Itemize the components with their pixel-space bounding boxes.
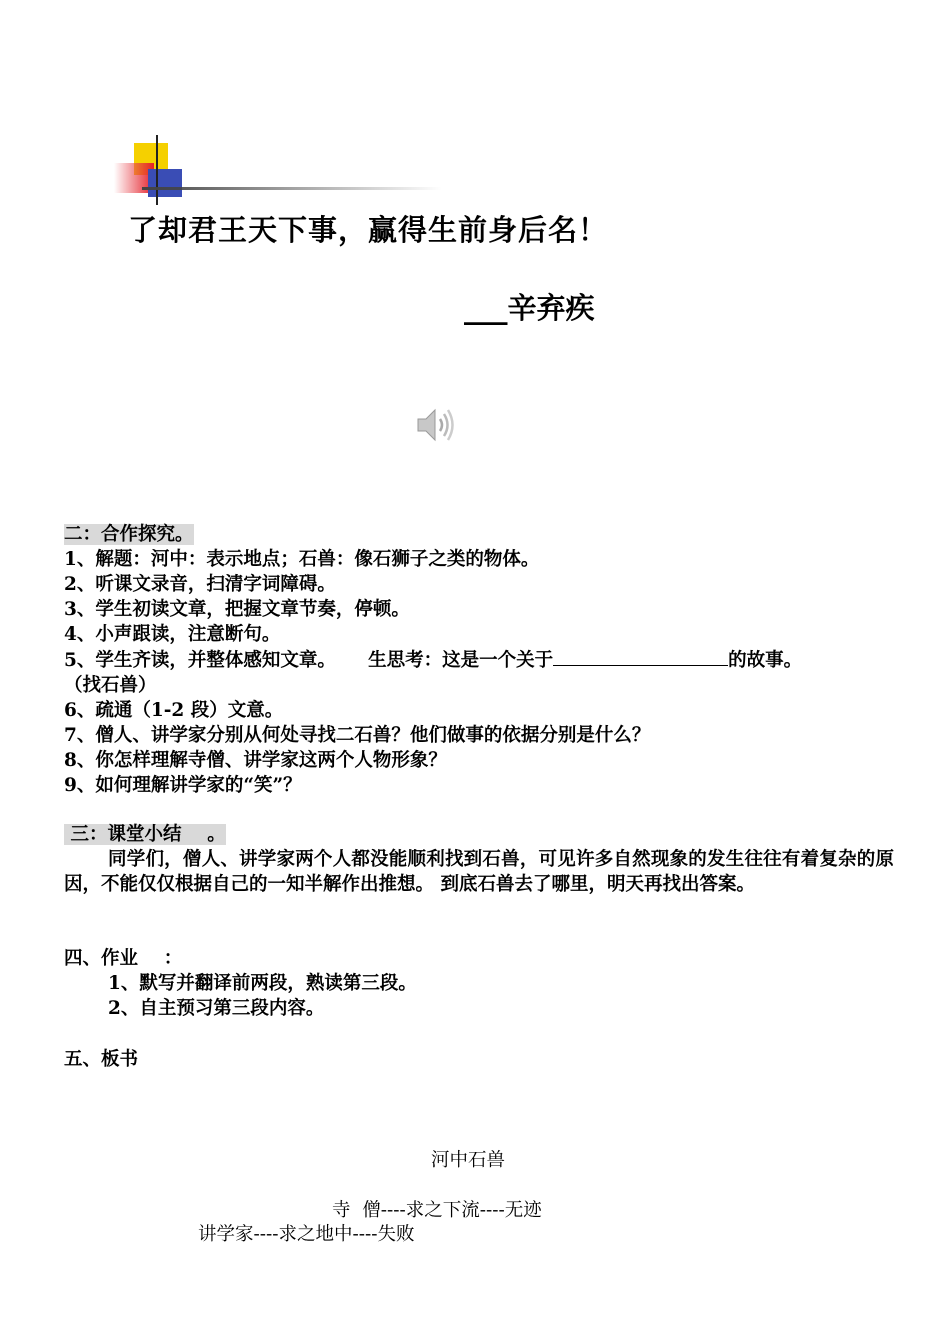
slide-decoration <box>112 135 442 210</box>
section2-heading: 二：合作探究。 <box>64 524 194 545</box>
list-item: 3、学生初读文章，把握文章节奏，停顿。 <box>64 599 410 620</box>
list-item-5 <box>64 647 894 673</box>
slide-author: ___辛弃疾 <box>464 291 595 325</box>
list-item: 6、疏通（1-2 段）文意。 <box>64 700 284 721</box>
section-summary <box>64 822 894 897</box>
list-item: 2、自主预习第三段内容。 <box>108 998 325 1019</box>
section3-heading: 三：课堂小结 。 <box>64 824 226 845</box>
section-board <box>64 1047 894 1072</box>
section-homework <box>64 946 894 1021</box>
item5-answer: （找石兽） <box>64 675 157 696</box>
horizontal-line <box>142 187 442 190</box>
section5-heading: 五、板书 <box>64 1049 139 1070</box>
section-cooperative-inquiry <box>64 522 894 798</box>
vertical-line <box>156 135 158 205</box>
board-title: 河中石兽 <box>431 1150 506 1171</box>
blue-square <box>148 169 182 197</box>
fill-blank <box>553 647 728 666</box>
speaker-icon[interactable] <box>415 405 457 445</box>
section4-heading: 四、作业 ： <box>64 948 183 969</box>
slide-quote: 了却君王天下事，赢得生前身后名！ <box>128 213 609 247</box>
item5-suffix: 的故事。 <box>728 650 803 671</box>
board-line-1: 寺 僧----求之下流----无迹 <box>332 1200 542 1221</box>
summary-paragraph: 同学们，僧人、讲学家两个人都没能顺利找到石兽，可见许多自然现象的发生往往有着复杂的原因，不能仅仅根据自己的一知半解作出推想。 到底石兽去了哪里，明天再找出答案。 <box>64 849 894 895</box>
list-item: 1、解题：河中：表示地点；石兽：像石狮子之类的物体。 <box>64 549 540 570</box>
list-item: 8、你怎样理解寺僧、讲学家这两个人物形象？ <box>64 750 447 771</box>
item5-text: 5、学生齐读，并整体感知文章。 生思考：这是一个关于 <box>64 650 554 671</box>
list-item: 1、默写并翻译前两段，熟读第三段。 <box>108 973 417 994</box>
list-item: 9、如何理解讲学家的“笑”？ <box>64 775 302 796</box>
list-item: 2、听课文录音，扫清字词障碍。 <box>64 574 336 595</box>
list-item: 7、僧人、讲学家分别从何处寻找二石兽？他们做事的依据分别是什么？ <box>64 725 651 746</box>
list-item: 4、小声跟读，注意断句。 <box>64 624 281 645</box>
board-line-2: 讲学家----求之地中----失败 <box>198 1224 415 1245</box>
